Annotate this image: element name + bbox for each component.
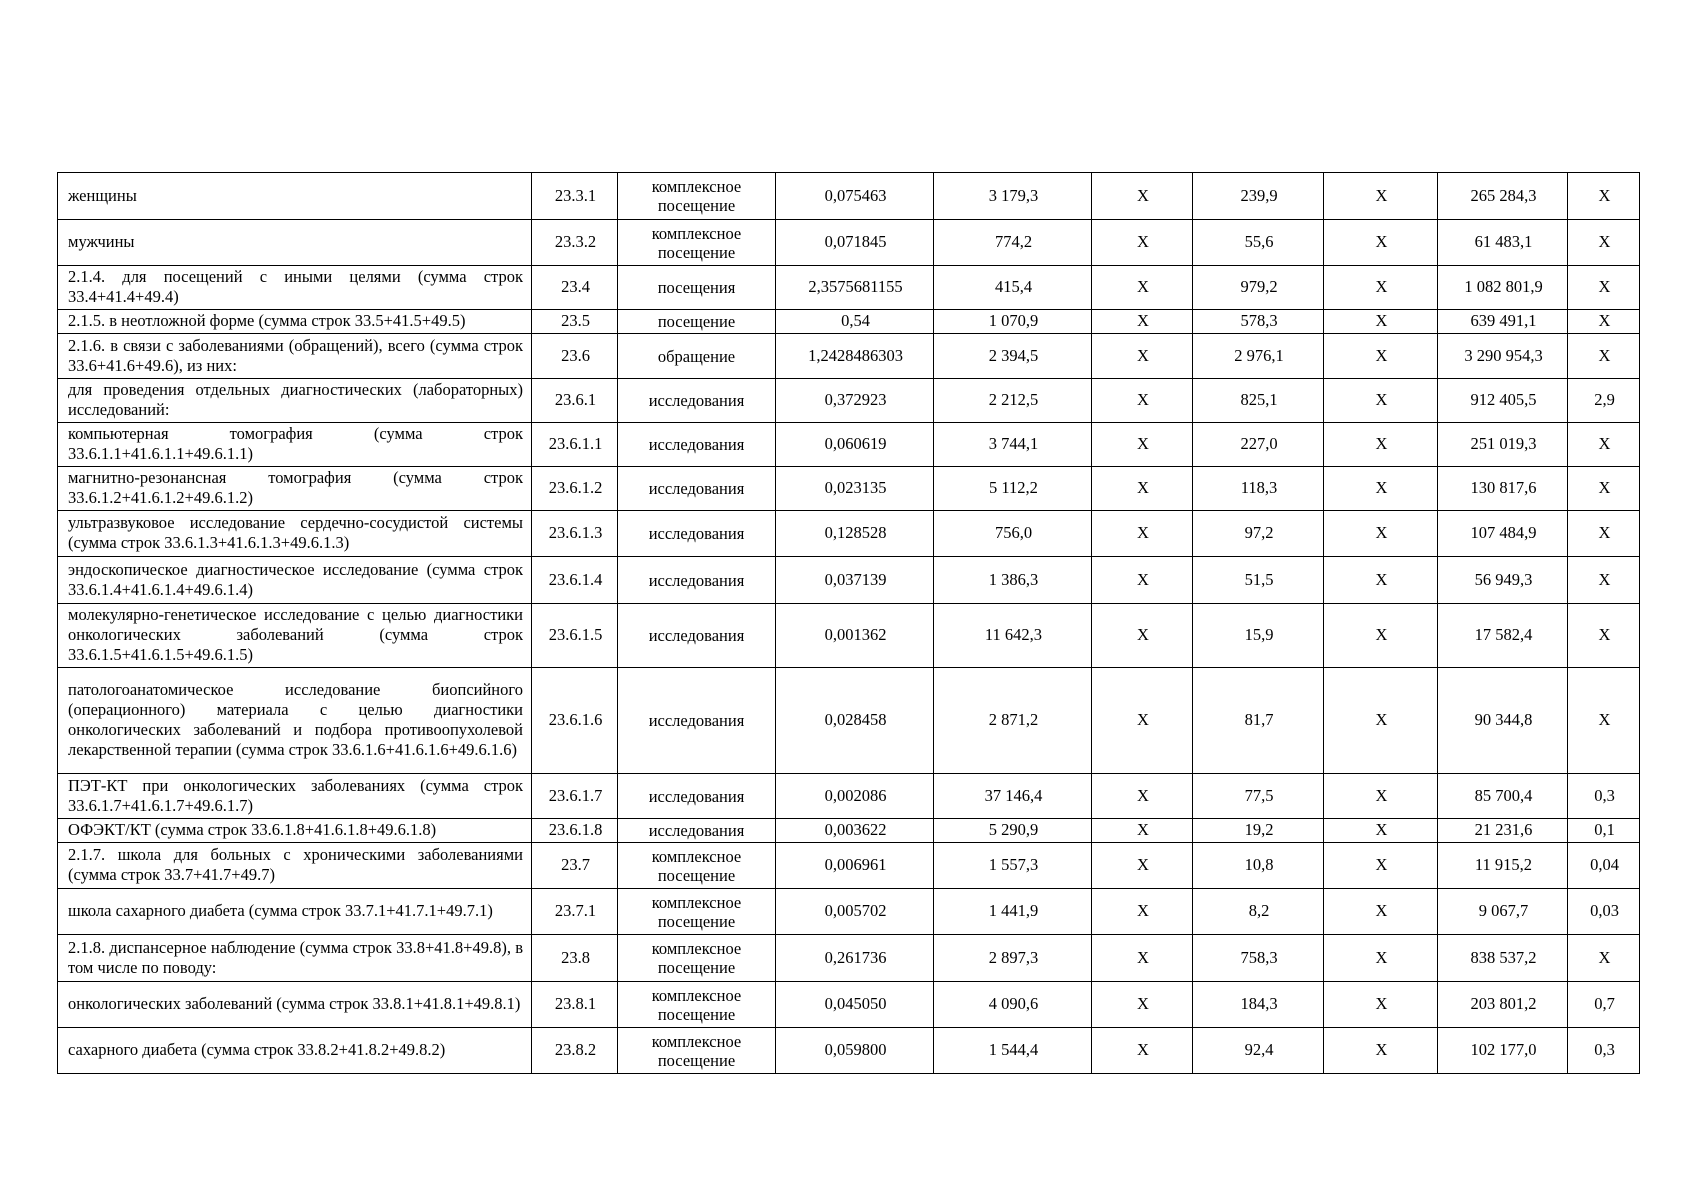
cell-v7: X xyxy=(1568,310,1640,334)
cell-v5: X xyxy=(1324,668,1438,774)
table-row xyxy=(58,604,1640,668)
table-body xyxy=(58,173,1640,1074)
cell-v4: 97,2 xyxy=(1193,511,1324,557)
cell-v5: X xyxy=(1324,935,1438,982)
cell-v1: 0,128528 xyxy=(776,511,934,557)
cell-v1: 0,002086 xyxy=(776,774,934,819)
cell-name: 2.1.8. диспансерное наблюдение (сумма строк 33.8+41.8+49.8), в том числе по поводу: xyxy=(58,935,532,982)
cell-name: ОФЭКТ/КТ (сумма строк 33.6.1.8+41.6.1.8+49.6.1.8) xyxy=(58,819,532,843)
cell-name: 2.1.7. школа для больных с хроническими заболеваниями (сумма строк 33.7+41.7+49.7) xyxy=(58,843,532,889)
cell-code: 23.6 xyxy=(532,334,618,379)
cell-v3: X xyxy=(1092,843,1193,889)
cell-v1: 0,075463 xyxy=(776,173,934,220)
cell-code: 23.6.1.6 xyxy=(532,668,618,774)
cell-v2: 4 090,6 xyxy=(934,982,1092,1028)
cell-v5: X xyxy=(1324,310,1438,334)
cell-name: женщины xyxy=(58,173,532,220)
cell-v6: 90 344,8 xyxy=(1438,668,1568,774)
cell-v3: X xyxy=(1092,935,1193,982)
cell-code: 23.8.1 xyxy=(532,982,618,1028)
cell-v7: X xyxy=(1568,467,1640,511)
cell-v1: 0,54 xyxy=(776,310,934,334)
table-row xyxy=(58,557,1640,604)
cell-code: 23.6.1.8 xyxy=(532,819,618,843)
cell-v6: 102 177,0 xyxy=(1438,1028,1568,1074)
cell-name: ПЭТ-КТ при онкологических заболеваниях (сумма строк 33.6.1.7+41.6.1.7+49.6.1.7) xyxy=(58,774,532,819)
cell-v7: 0,7 xyxy=(1568,982,1640,1028)
cell-v2: 1 386,3 xyxy=(934,557,1092,604)
cell-v2: 3 179,3 xyxy=(934,173,1092,220)
cell-v5: X xyxy=(1324,173,1438,220)
cell-name: мужчины xyxy=(58,220,532,266)
cell-v2: 756,0 xyxy=(934,511,1092,557)
cell-v2: 2 871,2 xyxy=(934,668,1092,774)
cell-v3: X xyxy=(1092,467,1193,511)
cell-name: компьютерная томография (сумма строк 33.6.1.1+41.6.1.1+49.6.1.1) xyxy=(58,423,532,467)
cell-unit: комплексное посещение xyxy=(618,889,776,935)
cell-v1: 0,261736 xyxy=(776,935,934,982)
cell-v7: X xyxy=(1568,511,1640,557)
table-row xyxy=(58,819,1640,843)
cell-v4: 10,8 xyxy=(1193,843,1324,889)
cell-v3: X xyxy=(1092,423,1193,467)
cell-code: 23.6.1.3 xyxy=(532,511,618,557)
table-row xyxy=(58,889,1640,935)
cell-v5: X xyxy=(1324,423,1438,467)
cell-v4: 81,7 xyxy=(1193,668,1324,774)
table-row xyxy=(58,668,1640,774)
cell-v3: X xyxy=(1092,379,1193,423)
cell-v5: X xyxy=(1324,334,1438,379)
cell-v5: X xyxy=(1324,774,1438,819)
cell-unit: комплексное посещение xyxy=(618,982,776,1028)
cell-unit: исследования xyxy=(618,774,776,819)
cell-v5: X xyxy=(1324,511,1438,557)
table-row xyxy=(58,334,1640,379)
data-table xyxy=(57,172,1640,1074)
cell-v2: 415,4 xyxy=(934,266,1092,310)
cell-code: 23.6.1.5 xyxy=(532,604,618,668)
cell-code: 23.5 xyxy=(532,310,618,334)
cell-unit: исследования xyxy=(618,467,776,511)
cell-v4: 2 976,1 xyxy=(1193,334,1324,379)
cell-v7: 0,1 xyxy=(1568,819,1640,843)
cell-v7: X xyxy=(1568,557,1640,604)
cell-name: молекулярно-генетическое исследование с целью диагностики онкологических заболеваний (сумма строк 33.6.1.5+41.6.1.5+49.6.1.5) xyxy=(58,604,532,668)
cell-v3: X xyxy=(1092,1028,1193,1074)
cell-v2: 1 557,3 xyxy=(934,843,1092,889)
cell-v2: 5 112,2 xyxy=(934,467,1092,511)
cell-v3: X xyxy=(1092,511,1193,557)
cell-v7: 0,03 xyxy=(1568,889,1640,935)
cell-v5: X xyxy=(1324,843,1438,889)
cell-v4: 19,2 xyxy=(1193,819,1324,843)
cell-v7: X xyxy=(1568,423,1640,467)
cell-v1: 0,037139 xyxy=(776,557,934,604)
cell-name: патологоанатомическое исследование биопсийного (операционного) материала с целью диагностики онкологических заболеваний и подбора противоопухолевой лекарственной терапии (сумма строк 33.6.1.6+41.6.1.6+49.6.1.6) xyxy=(58,668,532,774)
cell-code: 23.6.1.4 xyxy=(532,557,618,604)
cell-v1: 0,045050 xyxy=(776,982,934,1028)
cell-v2: 1 070,9 xyxy=(934,310,1092,334)
table-row xyxy=(58,423,1640,467)
cell-name: школа сахарного диабета (сумма строк 33.7.1+41.7.1+49.7.1) xyxy=(58,889,532,935)
cell-v7: X xyxy=(1568,935,1640,982)
table-row xyxy=(58,467,1640,511)
cell-v3: X xyxy=(1092,668,1193,774)
table-row xyxy=(58,774,1640,819)
cell-name: ультразвуковое исследование сердечно-сосудистой системы (сумма строк 33.6.1.3+41.6.1.3+49.6.1.3) xyxy=(58,511,532,557)
cell-v5: X xyxy=(1324,266,1438,310)
cell-v1: 0,059800 xyxy=(776,1028,934,1074)
cell-v2: 1 544,4 xyxy=(934,1028,1092,1074)
cell-v6: 912 405,5 xyxy=(1438,379,1568,423)
cell-v5: X xyxy=(1324,467,1438,511)
cell-v6: 107 484,9 xyxy=(1438,511,1568,557)
table-row xyxy=(58,173,1640,220)
cell-v3: X xyxy=(1092,557,1193,604)
cell-v4: 51,5 xyxy=(1193,557,1324,604)
cell-code: 23.6.1.1 xyxy=(532,423,618,467)
cell-v6: 130 817,6 xyxy=(1438,467,1568,511)
cell-v6: 17 582,4 xyxy=(1438,604,1568,668)
cell-unit: исследования xyxy=(618,379,776,423)
cell-v7: 0,3 xyxy=(1568,1028,1640,1074)
cell-code: 23.7 xyxy=(532,843,618,889)
table-row xyxy=(58,982,1640,1028)
table-row xyxy=(58,310,1640,334)
cell-v6: 203 801,2 xyxy=(1438,982,1568,1028)
cell-v4: 979,2 xyxy=(1193,266,1324,310)
cell-v2: 37 146,4 xyxy=(934,774,1092,819)
cell-v1: 0,372923 xyxy=(776,379,934,423)
cell-v1: 1,2428486303 xyxy=(776,334,934,379)
cell-v4: 184,3 xyxy=(1193,982,1324,1028)
cell-unit: комплексное посещение xyxy=(618,220,776,266)
cell-name: для проведения отдельных диагностических (лабораторных) исследований: xyxy=(58,379,532,423)
cell-name: онкологических заболеваний (сумма строк 33.8.1+41.8.1+49.8.1) xyxy=(58,982,532,1028)
table-row xyxy=(58,935,1640,982)
cell-v5: X xyxy=(1324,604,1438,668)
cell-v3: X xyxy=(1092,774,1193,819)
cell-v2: 774,2 xyxy=(934,220,1092,266)
cell-v3: X xyxy=(1092,173,1193,220)
cell-v6: 639 491,1 xyxy=(1438,310,1568,334)
cell-v3: X xyxy=(1092,310,1193,334)
cell-v6: 85 700,4 xyxy=(1438,774,1568,819)
cell-unit: посещения xyxy=(618,266,776,310)
cell-v2: 2 394,5 xyxy=(934,334,1092,379)
cell-v7: X xyxy=(1568,266,1640,310)
cell-code: 23.6.1.2 xyxy=(532,467,618,511)
cell-v4: 825,1 xyxy=(1193,379,1324,423)
cell-v7: X xyxy=(1568,220,1640,266)
table-row xyxy=(58,843,1640,889)
cell-unit: комплексное посещение xyxy=(618,935,776,982)
cell-v3: X xyxy=(1092,982,1193,1028)
cell-v5: X xyxy=(1324,220,1438,266)
cell-v6: 21 231,6 xyxy=(1438,819,1568,843)
table-row xyxy=(58,511,1640,557)
table-row xyxy=(58,266,1640,310)
cell-v3: X xyxy=(1092,889,1193,935)
cell-v7: X xyxy=(1568,334,1640,379)
cell-v3: X xyxy=(1092,220,1193,266)
cell-unit: исследования xyxy=(618,423,776,467)
cell-v7: X xyxy=(1568,173,1640,220)
cell-v4: 227,0 xyxy=(1193,423,1324,467)
cell-v4: 118,3 xyxy=(1193,467,1324,511)
cell-v6: 251 019,3 xyxy=(1438,423,1568,467)
cell-v7: X xyxy=(1568,668,1640,774)
cell-v5: X xyxy=(1324,889,1438,935)
table-row xyxy=(58,220,1640,266)
cell-v3: X xyxy=(1092,604,1193,668)
cell-unit: обращение xyxy=(618,334,776,379)
cell-v6: 265 284,3 xyxy=(1438,173,1568,220)
cell-v1: 0,005702 xyxy=(776,889,934,935)
cell-code: 23.8.2 xyxy=(532,1028,618,1074)
cell-unit: исследования xyxy=(618,668,776,774)
cell-name: 2.1.4. для посещений с иными целями (сумма строк 33.4+41.4+49.4) xyxy=(58,266,532,310)
cell-v6: 1 082 801,9 xyxy=(1438,266,1568,310)
cell-v6: 3 290 954,3 xyxy=(1438,334,1568,379)
cell-v1: 0,006961 xyxy=(776,843,934,889)
cell-v2: 5 290,9 xyxy=(934,819,1092,843)
cell-unit: комплексное посещение xyxy=(618,1028,776,1074)
cell-unit: посещение xyxy=(618,310,776,334)
cell-code: 23.8 xyxy=(532,935,618,982)
cell-v2: 2 212,5 xyxy=(934,379,1092,423)
cell-v1: 2,3575681155 xyxy=(776,266,934,310)
cell-code: 23.6.1 xyxy=(532,379,618,423)
cell-v4: 578,3 xyxy=(1193,310,1324,334)
cell-v4: 55,6 xyxy=(1193,220,1324,266)
cell-code: 23.3.1 xyxy=(532,173,618,220)
cell-code: 23.7.1 xyxy=(532,889,618,935)
cell-v4: 8,2 xyxy=(1193,889,1324,935)
cell-v5: X xyxy=(1324,819,1438,843)
cell-v6: 11 915,2 xyxy=(1438,843,1568,889)
cell-v7: 0,04 xyxy=(1568,843,1640,889)
cell-code: 23.6.1.7 xyxy=(532,774,618,819)
cell-v5: X xyxy=(1324,982,1438,1028)
cell-v7: 2,9 xyxy=(1568,379,1640,423)
cell-name: эндоскопическое диагностическое исследование (сумма строк 33.6.1.4+41.6.1.4+49.6.1.4) xyxy=(58,557,532,604)
cell-v6: 838 537,2 xyxy=(1438,935,1568,982)
cell-v1: 0,060619 xyxy=(776,423,934,467)
cell-unit: исследования xyxy=(618,819,776,843)
cell-v4: 758,3 xyxy=(1193,935,1324,982)
table-row xyxy=(58,1028,1640,1074)
cell-v5: X xyxy=(1324,379,1438,423)
cell-v1: 0,003622 xyxy=(776,819,934,843)
cell-v2: 1 441,9 xyxy=(934,889,1092,935)
cell-v4: 239,9 xyxy=(1193,173,1324,220)
cell-v4: 15,9 xyxy=(1193,604,1324,668)
cell-v6: 61 483,1 xyxy=(1438,220,1568,266)
cell-unit: исследования xyxy=(618,604,776,668)
cell-v2: 2 897,3 xyxy=(934,935,1092,982)
cell-name: сахарного диабета (сумма строк 33.8.2+41.8.2+49.8.2) xyxy=(58,1028,532,1074)
cell-unit: исследования xyxy=(618,511,776,557)
cell-v1: 0,071845 xyxy=(776,220,934,266)
cell-v1: 0,001362 xyxy=(776,604,934,668)
cell-v5: X xyxy=(1324,1028,1438,1074)
cell-v6: 9 067,7 xyxy=(1438,889,1568,935)
cell-v5: X xyxy=(1324,557,1438,604)
cell-v3: X xyxy=(1092,266,1193,310)
cell-v4: 92,4 xyxy=(1193,1028,1324,1074)
cell-v3: X xyxy=(1092,334,1193,379)
cell-code: 23.3.2 xyxy=(532,220,618,266)
cell-v4: 77,5 xyxy=(1193,774,1324,819)
cell-v6: 56 949,3 xyxy=(1438,557,1568,604)
cell-v1: 0,023135 xyxy=(776,467,934,511)
cell-v7: 0,3 xyxy=(1568,774,1640,819)
table-row xyxy=(58,379,1640,423)
cell-unit: исследования xyxy=(618,557,776,604)
cell-code: 23.4 xyxy=(532,266,618,310)
cell-name: 2.1.5. в неотложной форме (сумма строк 33.5+41.5+49.5) xyxy=(58,310,532,334)
cell-unit: комплексное посещение xyxy=(618,173,776,220)
cell-v1: 0,028458 xyxy=(776,668,934,774)
cell-v2: 3 744,1 xyxy=(934,423,1092,467)
cell-v3: X xyxy=(1092,819,1193,843)
cell-unit: комплексное посещение xyxy=(618,843,776,889)
cell-name: 2.1.6. в связи с заболеваниями (обращений), всего (сумма строк 33.6+41.6+49.6), из них: xyxy=(58,334,532,379)
cell-v7: X xyxy=(1568,604,1640,668)
cell-name: магнитно-резонансная томография (сумма строк 33.6.1.2+41.6.1.2+49.6.1.2) xyxy=(58,467,532,511)
cell-v2: 11 642,3 xyxy=(934,604,1092,668)
